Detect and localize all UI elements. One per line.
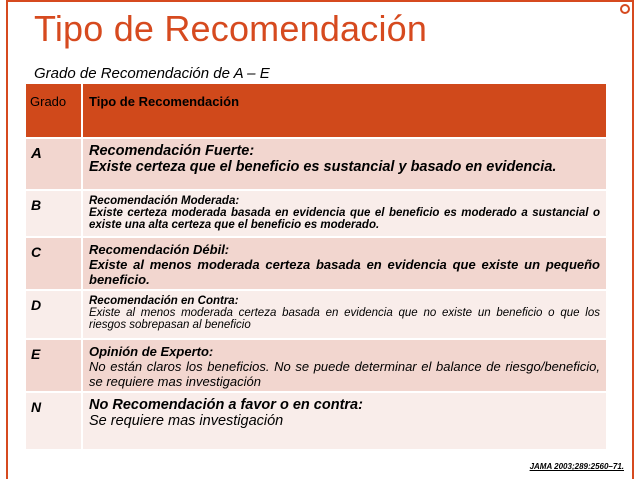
- recommendation-heading: Recomendación Fuerte:: [89, 143, 255, 159]
- table-row-d: [26, 290, 606, 339]
- slide-left-border: [6, 0, 8, 479]
- table-row-a: [26, 138, 606, 190]
- recommendation-body: Existe certeza moderada basada en evidencia que el beneficio es moderado a sustancial o existe una alta certeza que el beneficio es moderado.: [89, 207, 600, 231]
- description-cell: [82, 392, 606, 450]
- description-cell: [82, 190, 606, 237]
- recommendation-body: Existe al menos moderada certeza basada en evidencia que existe un pequeño beneficio.: [89, 257, 600, 287]
- table-row-e: [26, 339, 606, 392]
- description-cell: [82, 138, 606, 190]
- grade-cell: B: [26, 190, 82, 237]
- description-cell: [82, 339, 606, 392]
- recommendation-body: No están claros los beneficios. No se puede determinar el balance de riesgo/beneficio, se requiere mas investigación: [89, 359, 600, 389]
- recommendation-heading: Opinión de Experto:: [89, 344, 214, 359]
- grade-cell: A: [26, 138, 82, 190]
- slide-subtitle: Grado de Recomendación de A – E: [34, 65, 270, 82]
- table-row-c: [26, 237, 606, 290]
- table-row-n: [26, 392, 606, 450]
- corner-circle-icon: [620, 4, 630, 14]
- slide-top-border: [6, 0, 634, 2]
- grade-cell: E: [26, 339, 82, 392]
- recommendation-heading: Recomendación Moderada:: [89, 195, 240, 207]
- citation: JAMA 2003;289:2560–71.: [529, 462, 624, 471]
- slide-right-border: [632, 0, 634, 479]
- recommendation-body: Existe al menos moderada certeza basada en evidencia que no existe un beneficio o que los riesgos sobrepasan al beneficio: [89, 307, 600, 331]
- recommendation-body: Se requiere mas investigación: [89, 413, 284, 429]
- recommendation-heading: No Recomendación a favor o en contra:: [89, 397, 363, 413]
- table-row-b: [26, 190, 606, 237]
- grade-cell: D: [26, 290, 82, 339]
- description-cell: [82, 237, 606, 290]
- description-cell: [82, 290, 606, 339]
- table-header-row: [26, 84, 606, 138]
- header-recommendation-type: Tipo de Recomendación: [82, 84, 606, 138]
- slide-title: Tipo de Recomendación: [34, 8, 428, 49]
- header-grade: Grado: [26, 84, 82, 138]
- recommendation-heading: Recomendación Débil:: [89, 242, 230, 257]
- recommendation-table: [26, 84, 606, 451]
- grade-cell: C: [26, 237, 82, 290]
- recommendation-heading: Recomendación en Contra:: [89, 295, 239, 307]
- recommendation-body: Existe certeza que el beneficio es sustancial y basado en evidencia.: [89, 159, 557, 175]
- grade-cell: N: [26, 392, 82, 450]
